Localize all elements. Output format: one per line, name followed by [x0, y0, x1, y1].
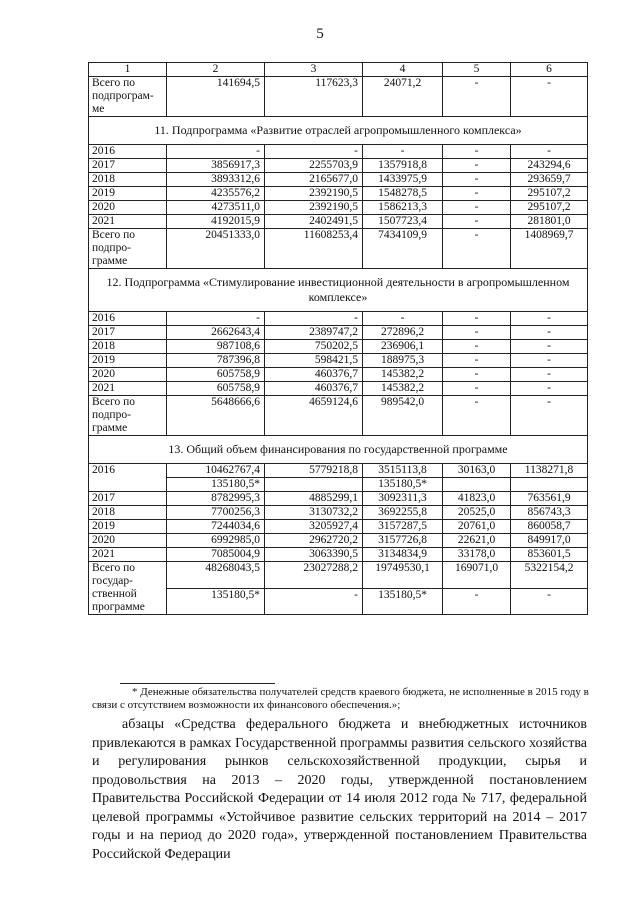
table-cell — [265, 478, 363, 492]
table-cell: 5779218,8 — [265, 464, 363, 478]
table-cell: - — [511, 588, 588, 615]
table-cell — [443, 478, 511, 492]
paragraph-text: абзацы «Средства федерального бюджета и внебюджетных источников привлекаются в рамках Государственной программы развития сельского хозяйства и регулирования рынков сельскохозяйственной продукции, сырья и продовольствия на 2013 – 2020 годы, утвержденной постановлением Правительства Российской Федерации от 14 июля 2012 года № 717, федеральной целевой программы «Устойчивое развитие сельских территорий на 2014 – 2017 годы и на период до 2020 года», утвержденной постановлением Правительства Российской Федерации — [92, 717, 587, 862]
table-cell: 763561,9 — [511, 492, 588, 506]
table-row — [89, 173, 588, 187]
table-cell: 1357918,8 — [363, 159, 443, 173]
table-cell: 7244034,6 — [167, 520, 265, 534]
section-header-row — [89, 269, 588, 312]
table-cell: - — [443, 77, 511, 117]
table-cell: 3063390,5 — [265, 548, 363, 562]
table-cell: 4192015,9 — [167, 215, 265, 229]
table-cell: - — [443, 201, 511, 215]
table-cell: 3856917,3 — [167, 159, 265, 173]
table-cell: 3157726,8 — [363, 534, 443, 548]
table-cell: 605758,9 — [167, 382, 265, 396]
row-label: 2017 — [89, 159, 167, 173]
table-cell: - — [443, 229, 511, 269]
table-cell: - — [443, 215, 511, 229]
row-label: Всего по государ-ственной программе — [89, 562, 167, 615]
row-label: 2021 — [89, 382, 167, 396]
table-cell: 2962720,2 — [265, 534, 363, 548]
section-title: 13. Общий объем финансирования по государственной программе — [89, 436, 588, 464]
table-cell: 787396,8 — [167, 354, 265, 368]
row-label: 2020 — [89, 368, 167, 382]
table-cell: - — [443, 340, 511, 354]
table-cell: 145382,2 — [363, 382, 443, 396]
table-cell: 135180,5* — [167, 478, 265, 492]
table-cell: 295107,2 — [511, 187, 588, 201]
table-cell: - — [363, 145, 443, 159]
table-cell: 1433975,9 — [363, 173, 443, 187]
table-cell: 117623,3 — [265, 77, 363, 117]
row-label: Всего по подпро-грамме — [89, 396, 167, 436]
table-cell: 849917,0 — [511, 534, 588, 548]
table-cell: - — [511, 326, 588, 340]
footnote-divider — [120, 683, 275, 684]
section-title: 12. Подпрограмма «Стимулирование инвестиционной деятельности в агропромышленном комплексе» — [89, 269, 588, 312]
table-cell: 141694,5 — [167, 77, 265, 117]
table-cell: 598421,5 — [265, 354, 363, 368]
table-row — [89, 145, 588, 159]
table-cell: 22621,0 — [443, 534, 511, 548]
row-label: 2019 — [89, 520, 167, 534]
table-row — [89, 548, 588, 562]
table-cell — [511, 478, 588, 492]
column-number: 4 — [363, 63, 443, 77]
row-label: 2018 — [89, 340, 167, 354]
row-label: 2019 — [89, 354, 167, 368]
table-cell: - — [443, 326, 511, 340]
row-label: 2016 — [89, 145, 167, 159]
table-row — [89, 520, 588, 534]
footnote — [92, 686, 590, 712]
table-cell: - — [511, 77, 588, 117]
table-cell: 1586213,3 — [363, 201, 443, 215]
table-cell: 1408969,7 — [511, 229, 588, 269]
table-cell: 11608253,4 — [265, 229, 363, 269]
column-number: 3 — [265, 63, 363, 77]
table-cell: 272896,2 — [363, 326, 443, 340]
table-cell: 1507723,4 — [363, 215, 443, 229]
table-cell: - — [265, 588, 363, 615]
table-cell: - — [167, 145, 265, 159]
table-cell: 5322154,2 — [511, 562, 588, 589]
table-cell: - — [443, 312, 511, 326]
row-label: 2018 — [89, 173, 167, 187]
page-number: 5 — [316, 26, 324, 42]
table-cell: 41823,0 — [443, 492, 511, 506]
table-row — [89, 368, 588, 382]
table-cell: - — [511, 354, 588, 368]
table-row — [89, 396, 588, 436]
table-cell: 7085004,9 — [167, 548, 265, 562]
table-row — [89, 354, 588, 368]
table-cell: 2389747,2 — [265, 326, 363, 340]
table-row — [89, 326, 588, 340]
table-row — [89, 159, 588, 173]
table-cell: 281801,0 — [511, 215, 588, 229]
table-cell: 8782995,3 — [167, 492, 265, 506]
table-cell: 987108,6 — [167, 340, 265, 354]
row-label: Всего по подпрограм-ме — [89, 77, 167, 117]
table-cell: 48268043,5 — [167, 562, 265, 589]
table-cell: - — [511, 340, 588, 354]
table-cell: 135180,5* — [167, 588, 265, 615]
table-cell: 33178,0 — [443, 548, 511, 562]
table-cell: - — [443, 382, 511, 396]
table-row-grand-total — [89, 562, 588, 589]
table-cell: - — [511, 396, 588, 436]
financing-table — [88, 62, 588, 615]
table-cell: - — [511, 382, 588, 396]
row-label: 2017 — [89, 492, 167, 506]
section-title: 11. Подпрограмма «Развитие отраслей агропромышленного комплекса» — [89, 117, 588, 145]
table-cell: 145382,2 — [363, 368, 443, 382]
table-cell: 460376,7 — [265, 368, 363, 382]
table-cell: 20525,0 — [443, 506, 511, 520]
table-cell: 750202,5 — [265, 340, 363, 354]
table-cell: 188975,3 — [363, 354, 443, 368]
table-cell: 3692255,8 — [363, 506, 443, 520]
section-header-row — [89, 117, 588, 145]
row-label: 2020 — [89, 534, 167, 548]
table-row-total — [89, 77, 588, 117]
footnote-text: * Денежные обязательства получателей средств краевого бюджета, не исполненные в 2015 году в связи с отсутствием возможности их финансового обеспечения.»; — [92, 686, 589, 711]
table-cell: 20451333,0 — [167, 229, 265, 269]
table-cell: - — [265, 312, 363, 326]
table-cell: 3157287,5 — [363, 520, 443, 534]
table-header-row — [89, 63, 588, 77]
table-cell: 7434109,9 — [363, 229, 443, 269]
row-label: 2019 — [89, 187, 167, 201]
table-cell: - — [265, 145, 363, 159]
table-cell: - — [443, 173, 511, 187]
table-cell: 4885299,1 — [265, 492, 363, 506]
table-cell: - — [167, 312, 265, 326]
table-cell: 3134834,9 — [363, 548, 443, 562]
table-cell: 20761,0 — [443, 520, 511, 534]
table-row — [89, 187, 588, 201]
table-cell: 2402491,5 — [265, 215, 363, 229]
table-cell: 2662643,4 — [167, 326, 265, 340]
table-cell: 2165677,0 — [265, 173, 363, 187]
row-label: 2017 — [89, 326, 167, 340]
column-number: 2 — [167, 63, 265, 77]
table-cell: - — [443, 159, 511, 173]
table-cell: 236906,1 — [363, 340, 443, 354]
table-cell: 3130732,2 — [265, 506, 363, 520]
table-cell: 3205927,4 — [265, 520, 363, 534]
row-label: 2016 — [89, 312, 167, 326]
table-row — [89, 229, 588, 269]
table-row — [89, 312, 588, 326]
column-number: 1 — [89, 63, 167, 77]
table-row — [89, 534, 588, 548]
table-cell: 460376,7 — [265, 382, 363, 396]
table-cell: 135180,5* — [363, 588, 443, 615]
table-cell: 4235576,2 — [167, 187, 265, 201]
table-cell: 4273511,0 — [167, 201, 265, 215]
table-cell: 23027288,2 — [265, 562, 363, 589]
table-row — [89, 506, 588, 520]
table-row — [89, 215, 588, 229]
table-cell: 24071,2 — [363, 77, 443, 117]
table-cell: - — [443, 145, 511, 159]
table-cell: 2255703,9 — [265, 159, 363, 173]
table-cell: 7700256,3 — [167, 506, 265, 520]
table-cell: 856743,3 — [511, 506, 588, 520]
table-cell: - — [443, 368, 511, 382]
row-label: 2021 — [89, 215, 167, 229]
row-label: 2020 — [89, 201, 167, 215]
table-cell: 1138271,8 — [511, 464, 588, 478]
table-row — [89, 382, 588, 396]
row-label: 2018 — [89, 506, 167, 520]
table-cell: - — [443, 588, 511, 615]
table-cell: - — [363, 312, 443, 326]
table-cell: - — [443, 396, 511, 436]
table-cell: - — [511, 368, 588, 382]
row-label: Всего по подпро-грамме — [89, 229, 167, 269]
table-cell: 3515113,8 — [363, 464, 443, 478]
table-cell: 860058,7 — [511, 520, 588, 534]
table-cell: 1548278,5 — [363, 187, 443, 201]
table-cell: - — [511, 145, 588, 159]
table-cell: 169071,0 — [443, 562, 511, 589]
table-row — [89, 492, 588, 506]
section-header-row — [89, 436, 588, 464]
column-number: 5 — [443, 63, 511, 77]
table-cell: 3092311,3 — [363, 492, 443, 506]
table-cell: 243294,6 — [511, 159, 588, 173]
table-row — [89, 340, 588, 354]
table-cell: 605758,9 — [167, 368, 265, 382]
table-cell: 989542,0 — [363, 396, 443, 436]
table-cell: 19749530,1 — [363, 562, 443, 589]
table-cell: 2392190,5 — [265, 201, 363, 215]
table-cell: 135180,5* — [363, 478, 443, 492]
table-cell: 6992985,0 — [167, 534, 265, 548]
row-label: 2021 — [89, 548, 167, 562]
table-cell: 853601,5 — [511, 548, 588, 562]
table-cell: 295107,2 — [511, 201, 588, 215]
table-cell: 3893312,6 — [167, 173, 265, 187]
table-cell: - — [443, 354, 511, 368]
table-cell: 30163,0 — [443, 464, 511, 478]
table-cell: 5648666,6 — [167, 396, 265, 436]
column-number: 6 — [511, 63, 588, 77]
table-cell: - — [511, 312, 588, 326]
table-cell: 293659,7 — [511, 173, 588, 187]
table-cell: - — [443, 187, 511, 201]
table-row — [89, 464, 588, 478]
table-cell: 4659124,6 — [265, 396, 363, 436]
table-cell: 10462767,4 — [167, 464, 265, 478]
body-paragraph — [92, 716, 587, 864]
table-cell: 2392190,5 — [265, 187, 363, 201]
row-label: 2016 — [89, 464, 167, 492]
table-row — [89, 201, 588, 215]
